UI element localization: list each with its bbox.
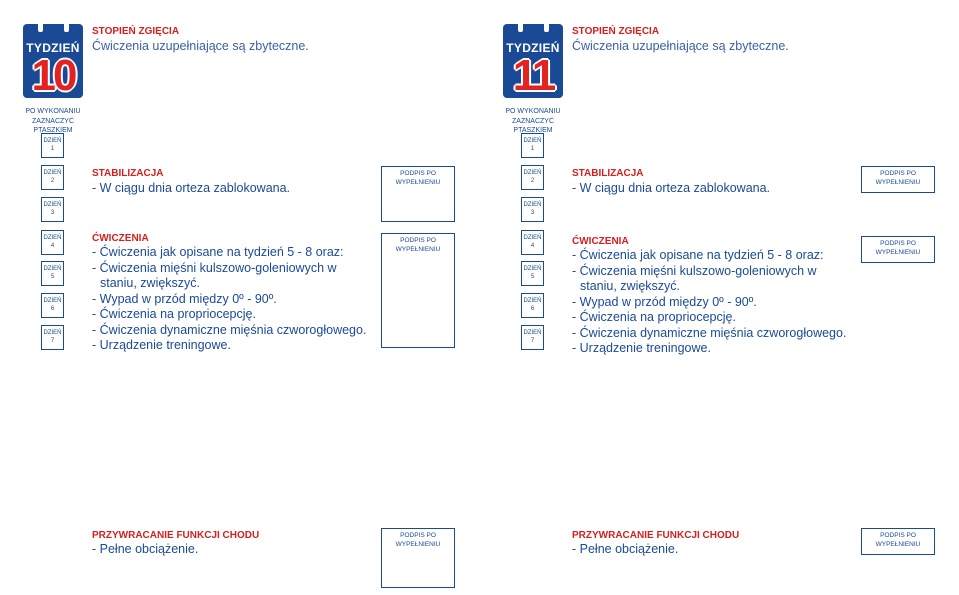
week-10-page — [0, 0, 479, 595]
flexion-title: STOPIEŃ ZGIĘCIA — [92, 26, 180, 37]
day-1-checkbox[interactable]: DZIEŃ 1 — [41, 133, 64, 158]
checkbox-note: PO WYKONANIU ZAZNACZYĆ PTASZKIEM — [25, 108, 81, 134]
day-7-checkbox[interactable]: DZIEŃ 7 — [41, 325, 64, 350]
calendar-ring-icon — [37, 24, 44, 33]
day-3-checkbox[interactable]: DZIEŃ 3 — [41, 197, 64, 222]
flexion-text: Ćwiczenia uzupełniające są zbyteczne. — [92, 39, 309, 53]
week-label: TYDZIEŃ — [506, 41, 560, 55]
calendar-ring-icon — [543, 24, 550, 33]
day-1-checkbox[interactable]: DZIEŃ 1 — [521, 133, 544, 158]
signature-box[interactable]: PODPIS PO WYPEŁNIENIU — [381, 528, 455, 588]
exercise-line: - Urządzenie treningowe. — [572, 341, 711, 355]
exercise-line: - Wypad w przód między 0º - 90º. — [92, 291, 277, 306]
gait-title: PRZYWRACANIE FUNKCJI CHODU — [572, 530, 740, 541]
stabilization-title: STABILIZACJA — [572, 168, 644, 179]
signature-box[interactable]: PODPIS PO WYPEŁNIENIU — [861, 528, 935, 555]
stabilization-title: STABILIZACJA — [92, 168, 164, 179]
calendar-badge — [23, 24, 83, 98]
week-11-page — [480, 0, 959, 595]
stabilization-text: - W ciągu dnia orteza zablokowana. — [572, 181, 771, 195]
day-6-checkbox[interactable]: DZIEŃ 6 — [41, 293, 64, 318]
gait-text: - Pełne obciążenie. — [572, 542, 679, 556]
day-2-checkbox[interactable]: DZIEŃ 2 — [521, 165, 544, 190]
signature-box[interactable]: PODPIS PO WYPEŁNIENIU — [381, 166, 455, 222]
exercise-line: - Urządzenie treningowe. — [92, 338, 231, 352]
exercise-line: staniu, zwiększyć. — [100, 276, 201, 290]
exercises-list — [92, 245, 372, 354]
day-4-checkbox[interactable]: DZIEŃ 4 — [521, 230, 544, 255]
exercise-line: - Ćwiczenia na propriocepcję. — [572, 310, 736, 324]
exercises-title: ĆWICZENIA — [92, 233, 149, 244]
day-5-checkbox[interactable]: DZIEŃ 5 — [521, 261, 544, 286]
signature-box[interactable]: PODPIS PO WYPEŁNIENIU — [381, 233, 455, 348]
exercises-list — [572, 248, 852, 357]
day-3-checkbox[interactable]: DZIEŃ 3 — [521, 197, 544, 222]
exercises-title: ĆWICZENIA — [572, 236, 629, 247]
flexion-title: STOPIEŃ ZGIĘCIA — [572, 26, 660, 37]
exercise-line: - Wypad w przód między 0º - 90º. — [572, 294, 757, 309]
signature-box[interactable]: PODPIS PO WYPEŁNIENIU — [861, 166, 935, 193]
exercise-line: - Ćwiczenia na propriocepcję. — [92, 307, 256, 321]
gait-text: - Pełne obciążenie. — [92, 542, 199, 556]
exercise-line: - Ćwiczenia dynamiczne mięśnia czworogłowego. — [572, 325, 847, 340]
week-number: 10 — [31, 51, 75, 98]
calendar-ring-icon — [63, 24, 70, 33]
day-5-checkbox[interactable]: DZIEŃ 5 — [41, 261, 64, 286]
exercise-line: - Ćwiczenia mięśni kulszowo-goleniowych w — [572, 263, 817, 278]
week-label: TYDZIEŃ — [26, 41, 80, 55]
checkbox-note: PO WYKONANIU ZAZNACZYĆ PTASZKIEM — [505, 108, 561, 134]
day-6-checkbox[interactable]: DZIEŃ 6 — [521, 293, 544, 318]
gait-title: PRZYWRACANIE FUNKCJI CHODU — [92, 530, 260, 541]
day-7-checkbox[interactable]: DZIEŃ 7 — [521, 325, 544, 350]
exercise-line: - Ćwiczenia dynamiczne mięśnia czworogłowego. — [92, 322, 367, 337]
stabilization-text: - W ciągu dnia orteza zablokowana. — [92, 181, 291, 195]
calendar-ring-icon — [517, 24, 524, 33]
exercise-line: staniu, zwiększyć. — [580, 279, 681, 293]
day-4-checkbox[interactable]: DZIEŃ 4 — [41, 230, 64, 255]
signature-box[interactable]: PODPIS PO WYPEŁNIENIU — [861, 236, 935, 263]
exercise-line: - Ćwiczenia jak opisane na tydzień 5 - 8 oraz: — [92, 245, 344, 259]
exercise-line: - Ćwiczenia jak opisane na tydzień 5 - 8 oraz: — [572, 248, 824, 262]
flexion-text: Ćwiczenia uzupełniające są zbyteczne. — [572, 39, 789, 53]
day-2-checkbox[interactable]: DZIEŃ 2 — [41, 165, 64, 190]
exercise-line: - Ćwiczenia mięśni kulszowo-goleniowych w — [92, 260, 337, 275]
week-number: 11 — [512, 51, 554, 98]
calendar-badge — [503, 24, 563, 98]
